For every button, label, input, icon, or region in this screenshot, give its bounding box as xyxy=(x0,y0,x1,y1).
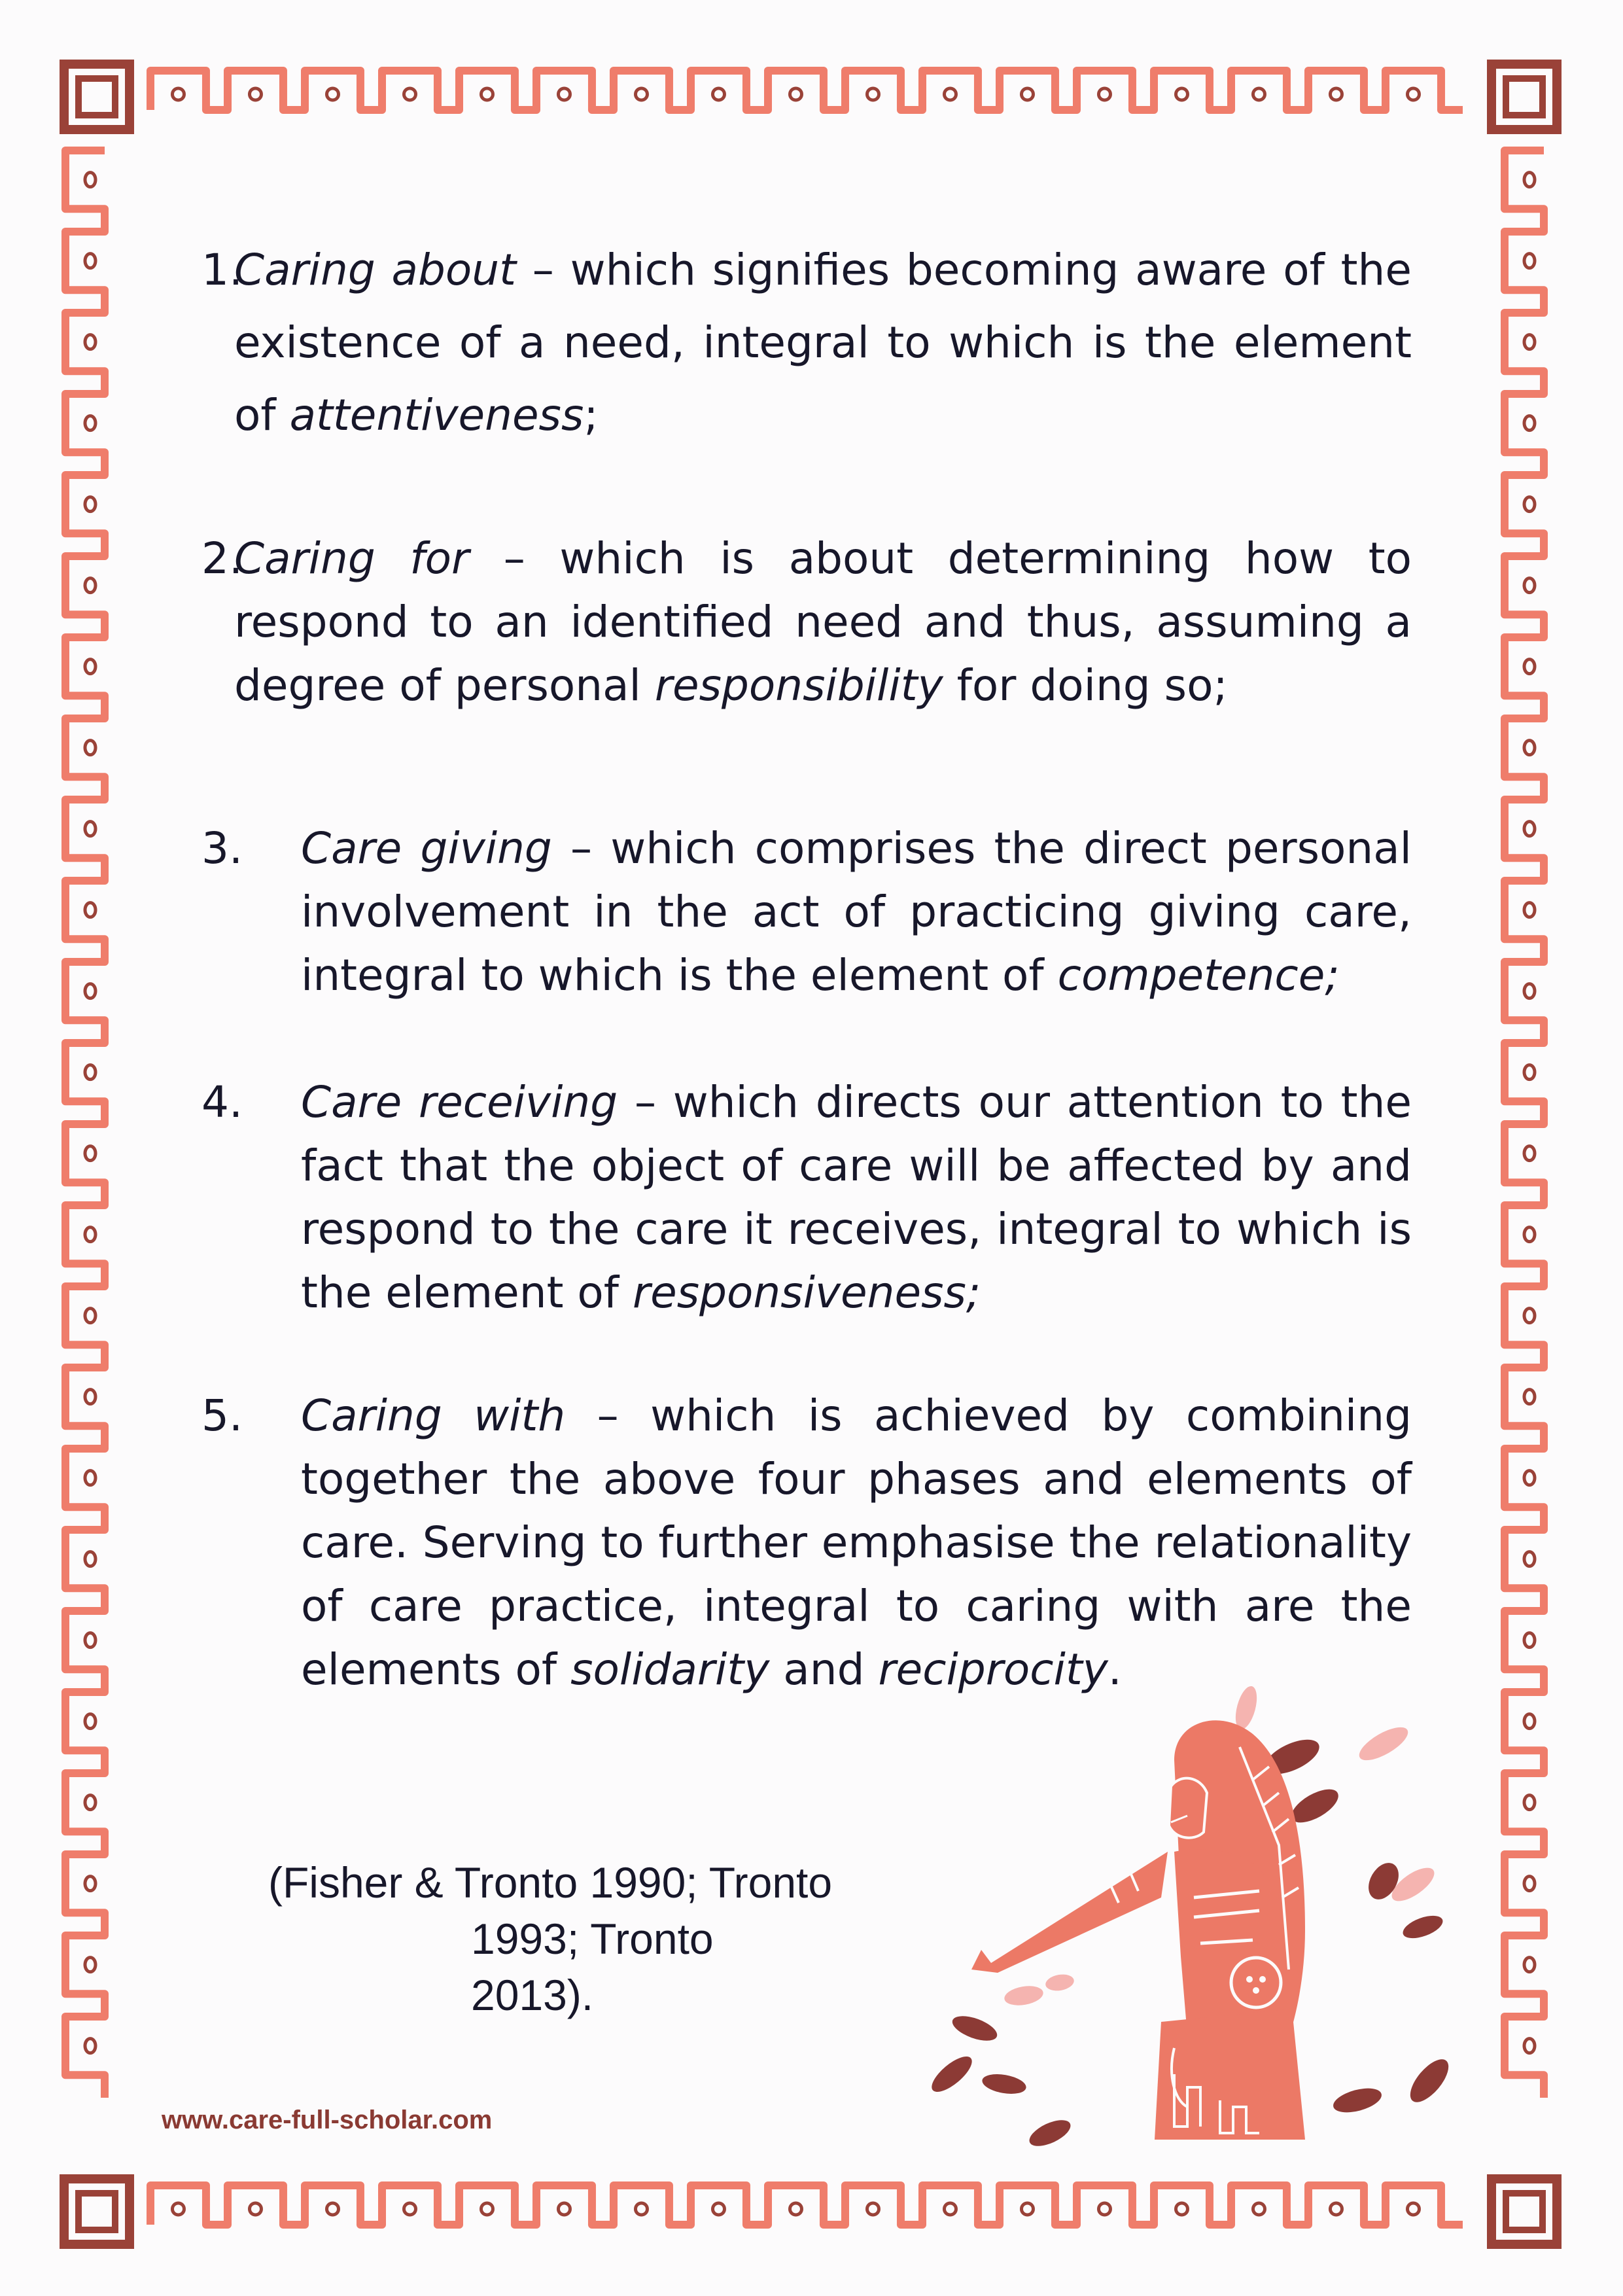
item-term: Care receiving xyxy=(301,1077,618,1127)
citation xyxy=(268,1854,837,2023)
list-item-caring-with xyxy=(190,1384,1412,1701)
item-number: 1. xyxy=(201,245,243,295)
item-keyword-2: reciprocity xyxy=(878,1644,1108,1695)
item-text: – which directs our attention to the fact that the object of care will be affected by and respond to the care it receives, integral to which is the element of xyxy=(301,1077,1412,1318)
item-text-mid: and xyxy=(769,1644,879,1695)
item-term: Caring for xyxy=(234,533,470,584)
item-text: – which signifies becoming aware of the existence of a need, integral to which is the element of xyxy=(234,245,1412,440)
woman-figure xyxy=(971,1720,1305,2140)
list-item-care-receiving xyxy=(190,1070,1412,1324)
woman-sowing-seeds-illustration xyxy=(913,1682,1501,2159)
citation-line-2: 1993; Tronto 2013). xyxy=(471,1915,714,2019)
item-number: 2. xyxy=(201,533,243,584)
item-number: 3. xyxy=(201,823,243,874)
item-keyword: responsiveness; xyxy=(633,1267,981,1318)
item-keyword: competence; xyxy=(1057,950,1340,1000)
item-term: Caring with xyxy=(301,1390,566,1441)
list-item-caring-about xyxy=(190,234,1412,451)
website-link[interactable]: www.care-full-scholar.com xyxy=(162,2106,493,2134)
item-number: 5. xyxy=(201,1390,243,1441)
item-text-end: . xyxy=(1108,1644,1122,1695)
item-term: Caring about xyxy=(234,245,516,295)
list-item-caring-for xyxy=(190,527,1412,717)
item-number: 4. xyxy=(201,1077,243,1127)
item-text-end: ; xyxy=(584,390,599,440)
item-text: – which is achieved by combining together the above four phases and elements of care. Serving to further emphasise the relationality of care practice, integral to caring with are the elements of xyxy=(301,1390,1412,1695)
item-term: Care giving xyxy=(301,823,552,874)
item-text-end: for doing so; xyxy=(943,660,1228,711)
item-text: – which is about determining how to respond to an identified need and thus, assuming a degree of personal xyxy=(234,533,1412,711)
list-item-care-giving xyxy=(190,817,1412,1007)
citation-line-1: (Fisher & Tronto 1990; Tronto xyxy=(268,1858,833,1907)
item-keyword: solidarity xyxy=(570,1644,770,1695)
item-keyword: responsibility xyxy=(654,660,943,711)
item-text: – which comprises the direct personal involvement in the act of practicing giving care, integral to which is the element of xyxy=(301,823,1412,1000)
item-keyword: attentiveness xyxy=(289,390,584,440)
